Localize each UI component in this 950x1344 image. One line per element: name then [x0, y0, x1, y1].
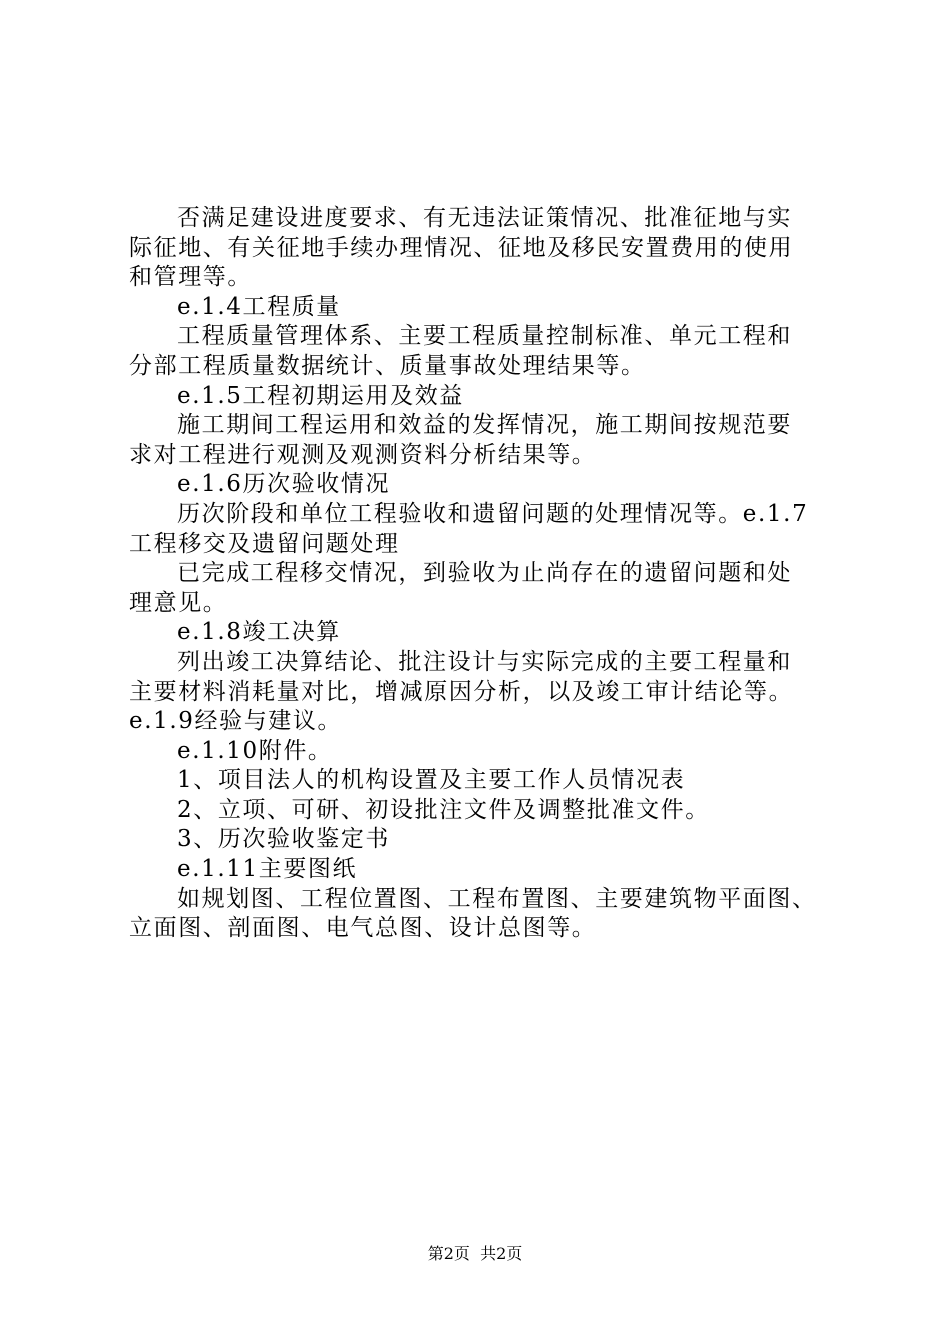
section-heading: e.1.11主要图纸	[177, 856, 358, 883]
paragraph-line: 际征地、有关征地手续办理情况、征地及移民安置费用的使用	[129, 234, 794, 261]
section-heading: e.1.5工程初期运用及效益	[177, 382, 464, 409]
list-item: 1、项目法人的机构设置及主要工作人员情况表	[177, 767, 686, 794]
list-item: 2、立项、可研、初设批注文件及调整批准文件。	[177, 796, 710, 823]
list-item: 3、历次验收鉴定书	[177, 826, 391, 853]
paragraph-line: 立面图、剖面图、电气总图、设计总图等。	[129, 915, 597, 942]
section-heading: e.1.6历次验收情况	[177, 471, 391, 498]
paragraph-line: 否满足建设进度要求、有无违法证策情况、批准征地与实	[177, 205, 792, 231]
paragraph-line: 主要材料消耗量对比，增减原因分析，以及竣工审计结论等。	[129, 678, 794, 705]
section-heading: e.1.9经验与建议。	[129, 708, 343, 735]
paragraph-line: 工程质量管理体系、主要工程质量控制标准、单元工程和	[177, 323, 792, 350]
paragraph-line: 已完成工程移交情况，到验收为止尚存在的遗留问题和处	[177, 560, 792, 587]
section-heading: e.1.10附件。	[177, 737, 333, 764]
paragraph-line: 列出竣工决算结论、批注设计与实际完成的主要工程量和	[177, 648, 792, 675]
section-heading: 工程移交及遗留问题处理	[129, 530, 400, 557]
paragraph-line: 和管理等。	[129, 264, 252, 291]
paragraph-line: 理意见。	[129, 589, 228, 616]
page-footer: 第2页 共2页	[427, 1244, 523, 1263]
section-heading: e.1.8竣工决算	[177, 619, 341, 646]
section-heading: e.1.4工程质量	[177, 293, 341, 320]
paragraph-line: 如规划图、工程位置图、工程布置图、主要建筑物平面图、	[177, 885, 817, 912]
paragraph-line: 施工期间工程运用和效益的发挥情况，施工期间按规范要	[177, 412, 792, 439]
document-body	[129, 204, 849, 944]
paragraph-line: 分部工程质量数据统计、质量事故处理结果等。	[129, 352, 646, 379]
paragraph-line: 历次阶段和单位工程验收和遗留问题的处理情况等。e.1.7	[177, 500, 809, 527]
paragraph-line: 求对工程进行观测及观测资料分析结果等。	[129, 441, 597, 468]
